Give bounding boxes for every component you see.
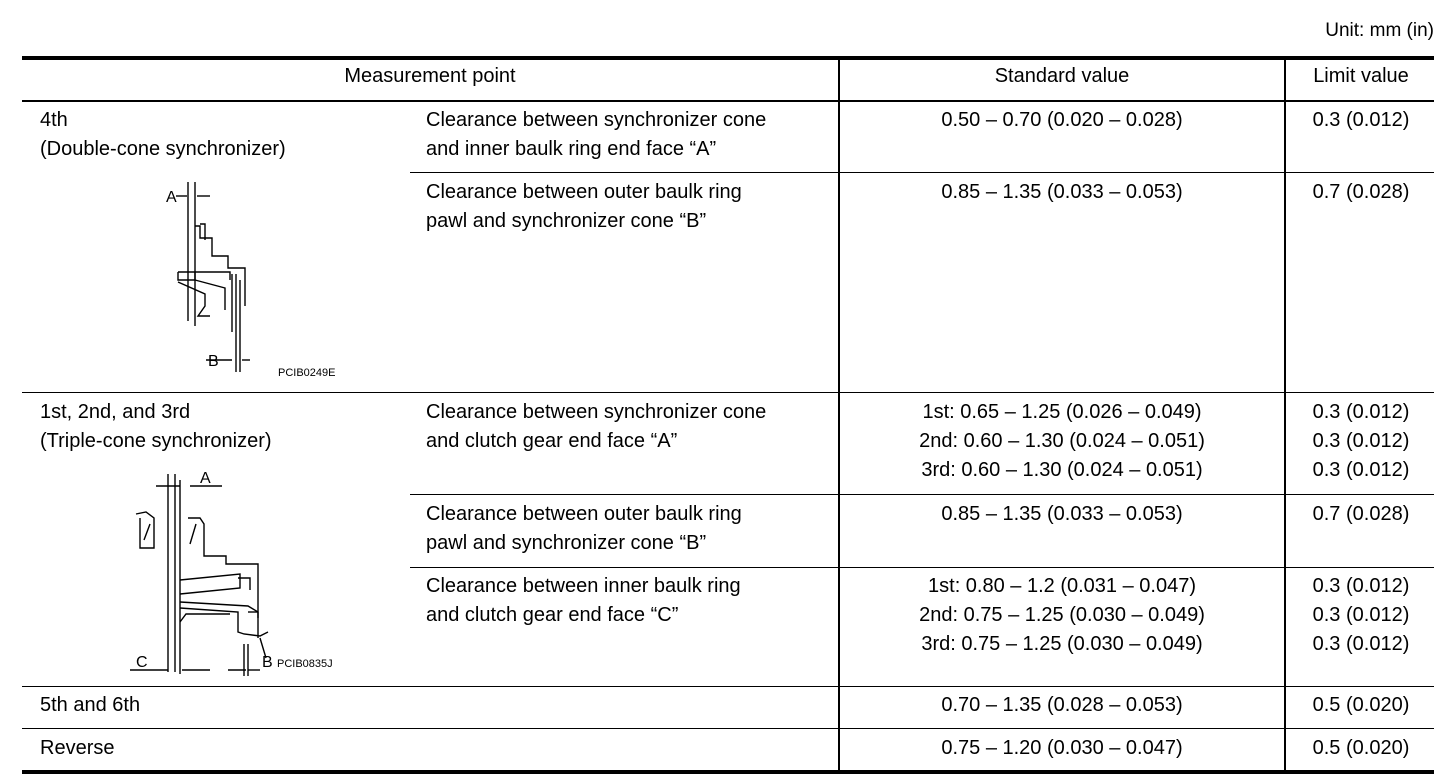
group-name: 4th: [40, 109, 68, 131]
group-subtitle: (Double-cone synchronizer): [40, 138, 286, 160]
unit-label: Unit: mm (in): [1325, 20, 1434, 41]
limit-value: 0.3 (0.012): [1312, 575, 1410, 597]
row-divider: [410, 494, 1434, 495]
limit-value: 0.5 (0.020): [1312, 737, 1410, 759]
figure-letter-c: C: [136, 654, 148, 671]
limit-value: 0.7 (0.028): [1312, 181, 1410, 203]
figure-code: PCIB0835J: [277, 658, 333, 670]
group-name: 1st, 2nd, and 3rd: [40, 401, 191, 423]
header-standard-value: Standard value: [994, 65, 1130, 87]
measurement-point-text: pawl and synchronizer cone “B”: [426, 532, 707, 554]
standard-value: 0.50 – 0.70 (0.020 – 0.028): [941, 109, 1183, 131]
figure-letter-b: B: [262, 654, 273, 671]
limit-value: 0.3 (0.012): [1312, 604, 1410, 626]
header-measurement-point: Measurement point: [344, 65, 516, 87]
table-bottom-rule: [22, 770, 1434, 774]
standard-value: 3rd: 0.60 – 1.30 (0.024 – 0.051): [921, 459, 1203, 481]
standard-value: 0.75 – 1.20 (0.030 – 0.047): [941, 737, 1183, 759]
header-divider: [22, 100, 1434, 102]
figure-code: PCIB0249E: [278, 367, 336, 379]
limit-value: 0.3 (0.012): [1312, 633, 1410, 655]
double-cone-synchronizer-diagram: [150, 176, 370, 386]
measurement-point-text: Clearance between synchronizer cone: [426, 401, 767, 423]
row-divider: [410, 172, 1434, 173]
group-subtitle: (Triple-cone synchronizer): [40, 430, 272, 452]
measurement-point-text: and clutch gear end face “A”: [426, 430, 678, 452]
header-limit-value: Limit value: [1313, 65, 1409, 87]
standard-value: 1st: 0.80 – 1.2 (0.031 – 0.047): [928, 575, 1196, 597]
standard-value: 3rd: 0.75 – 1.25 (0.030 – 0.049): [921, 633, 1203, 655]
figure-letter-b: B: [208, 353, 219, 370]
measurement-point-text: Clearance between outer baulk ring: [426, 181, 742, 203]
row-divider: [22, 392, 1434, 393]
figure-letter-a: A: [200, 470, 211, 487]
standard-value: 2nd: 0.75 – 1.25 (0.030 – 0.049): [919, 604, 1205, 626]
standard-value: 1st: 0.65 – 1.25 (0.026 – 0.049): [922, 401, 1202, 423]
limit-value: 0.3 (0.012): [1312, 459, 1410, 481]
triple-cone-synchronizer-diagram: [120, 462, 360, 682]
limit-value: 0.3 (0.012): [1312, 109, 1410, 131]
row-divider: [410, 567, 1434, 568]
measurement-point-text: and inner baulk ring end face “A”: [426, 138, 717, 160]
measurement-point-text: Clearance between inner baulk ring: [426, 575, 741, 597]
group-name: Reverse: [40, 737, 115, 759]
limit-value: 0.3 (0.012): [1312, 401, 1410, 423]
figure-letter-a: A: [166, 189, 177, 206]
standard-value: 0.70 – 1.35 (0.028 – 0.053): [941, 694, 1183, 716]
measurement-point-text: Clearance between outer baulk ring: [426, 503, 742, 525]
limit-value: 0.7 (0.028): [1312, 503, 1410, 525]
standard-value: 0.85 – 1.35 (0.033 – 0.053): [941, 503, 1183, 525]
standard-value: 0.85 – 1.35 (0.033 – 0.053): [941, 181, 1183, 203]
standard-value: 2nd: 0.60 – 1.30 (0.024 – 0.051): [919, 430, 1205, 452]
limit-value: 0.3 (0.012): [1312, 430, 1410, 452]
row-divider: [22, 686, 1434, 687]
table-top-rule: [22, 56, 1434, 60]
measurement-point-text: Clearance between synchronizer cone: [426, 109, 767, 131]
measurement-point-text: and clutch gear end face “C”: [426, 604, 679, 626]
limit-value: 0.5 (0.020): [1312, 694, 1410, 716]
measurement-point-text: pawl and synchronizer cone “B”: [426, 210, 707, 232]
row-divider: [22, 728, 1434, 729]
group-name: 5th and 6th: [40, 694, 141, 716]
